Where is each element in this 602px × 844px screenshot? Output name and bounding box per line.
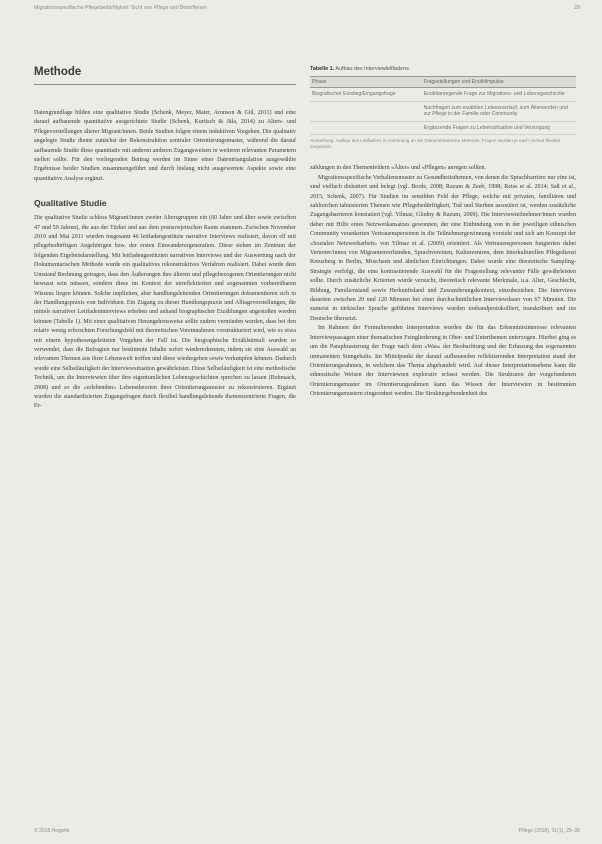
- left-column: [34, 66, 296, 412]
- intro-paragraph: [34, 109, 296, 184]
- table-header-phase: Phase: [310, 77, 422, 88]
- intro-text: Datengrundlage bilden eine qualitative Studie (Schenk, Meyer, Maier, Aronson & Gül, 2011) und eine darauf aufbauende quantitative ausgerichtete Studie (Schenk, Kurtisch & Jäla, 2014) zu Alters- und Pflegevorstellungen älterer Migrant/innen. Beide Studien folgen einem induktiven Vorgehen. Die qualitativ angelegte Studie diente zunächst der Rekonstruktion zentraler Orientierungsmuster, während die darauf aufbauende Studie diese quantitativ mit anderen anderen Zugangsweisen in weiteren relevanten Parametern stellen sollte. Für den vorliegenden Beitrag werden im Sinne einer Datentriangulation ausgewählte Ergebnisse beider Studien zusammengeführt und durch bislang nicht ausgewertete Aspekte sowie eine quantitative Analyse ergänzt.: [34, 110, 296, 182]
- table-header-content: Fragestellungen und Erzählimpulse: [422, 77, 576, 88]
- table-row: [310, 101, 576, 121]
- table-caption-label: Tabelle 1.: [310, 66, 335, 72]
- interview-guide-table: [310, 76, 576, 135]
- table-row: [310, 121, 576, 135]
- page-footer: [34, 828, 580, 838]
- page-number: 29: [574, 5, 580, 11]
- table-cell-content: Erzählanregende Frage zur Migrations- und Lebensgeschichte: [422, 88, 576, 102]
- table-cell-phase: [310, 101, 422, 121]
- footer-citation: Pflege (2018), 31(1), 25–36: [518, 828, 580, 834]
- table-row: [310, 88, 576, 102]
- table-cell-content: Nachfragen zum erzählten Lebensverlauf, zum Älterwerden und zur Pflege in der Familie oder Community: [422, 101, 576, 121]
- right-column: [310, 66, 576, 400]
- body-paragraph: Im Rahmen der Formulierenden Interpretation wurden die für das Erkenntnisinteresse relevanten Interviewpassagen einer thematischen Feingliederung in Ober- und Unterthemen unterzogen. Hierbei ging es um die Paraphrasierung der Frage nach dem «Was» der Beobachtung und der Erfassung des sogenannten immanenten Sinngehalts. Im Mittelpunkt der darauf aufbauenden reflektierenden Interpretation stand der Orientierungsrahmen, in welchem das Thema abgehandelt wird. Auf dieser Interpretationsebene kann die ethnostische Weisen der Interviewten explorativ erfasst werden. Die Strukturen der vorgefundenen Orientierungsmuster im Orientierungsrahmen kann das Wissen der Interviewten in bestimmten Orientierungsmustern eingeordnet werden. Die Strukturgebundenheit des: [310, 325, 576, 398]
- table-cell-phase: Biografischer Einstieg/Eingangsfrage: [310, 88, 422, 102]
- footer-copyright: © 2018 Hogrefe: [34, 828, 70, 834]
- table-cell-content: Ergänzende Fragen zu Lebenssituation und Versorgung: [422, 121, 576, 135]
- body-paragraph: zählungen in den Themenfeldern «Älter» und «Pflegen» anregen sollten.: [310, 165, 487, 172]
- body-paragraph: Migrationsspezifische Verhaltensmuster zu Gesundheitsthemen, von denen die Sprachbarriere nur eine ist, sind vielfach diskutiert und belegt (vgl. Borde, 2008; Razum & Zeeb, 1998; Reiss et al. 2014; Saß et al., 2015; Schenk, 2007). Für Studien im sensiblen Feld der Pflege, welche mit privaten, familiären und zahlreichen tabuisierten Themen wie Pflegebedürftigkeit, Tod und Sterben assoziiert ist, werden zusätzliche Zugangsbarrieren konstatiert (vgl. Yilmaz, Glodny & Razum, 2009). Die Interviewteilnehmer/innen wurden daher mit Hilfe eines Netzwerkansatzes gewonnen, der eine Einbindung von in der jeweiligen ethnischen Community verankerten Vertrauenspersonen in die Teilnehmergewinnung vorsieht und sich am Konzept der «Sozialen Netzwerkarbeit» von Yilmaz et al. (2009) orientiert. Als Vertrauenspersonen fungierten dabei Vertreter/innen von Migrantenverbänden, Sprachvereinen, Kulturzentren, dem Interkulturellen Pflegedienst Kreuzberg in Berlin, Moscheen und ähnlichen Einrichtungen. Dabei wurde eine theoretische Sampling-Strategie verfolgt, die eine kontrastierende Auswahl für die Fragestellung relevanter Fälle gewährleisten sollte. Durch zusätzliche Kriterien wurde versucht, theoretisch relevante Merkmale, u.a. Alter, Geschlecht, Bildung, Familienstand sowie Herkunftsland und Zuwanderungskontext, einzubeziehen. Die Interviews dauerten zwischen 20 und 120 Minuten bei einer durchschnittlichen Interviewdauer von 67 Minuten. Die zumeist in türkischer Sprache geführten Interviews wurden tonbandprotokolliert, transkribiert und ins Deutsche übersetzt.: [310, 174, 576, 322]
- qualitative-body: [34, 214, 296, 412]
- body-paragraph: Die qualitative Studie schloss Migrant/innen zweier Altersgruppen ein (60 Jahre und älter sowie zwischen 47 und 59 Jahren), die aus der Türkei und aus dem postsowjetischen Raum stammen. Zwischen November 2010 und Mai 2011 wurden insgesamt 46 leitfadengestützte narrative Interviews realisiert, davon elf mit pflegebedürftigen Angehörigen bzw. der ersten Einwanderergeneration. Diese stehen im Zentrum der folgenden Ergebnisdarstellung. Mit leitfadengestützten narrativen Interviews und der Auswertung nach der Dokumentarischen Methode wurde ein qualitatives rekonstruktives Verfahren realisiert. Dabei wurde dem Umstand Rechnung getragen, dass den Äußerungen ihre älteren und pflegebezogenen Orientierungen nicht bewusst sein müssen, sondern diese im Kontext der unreflektierten und sogenannten vorbereitbaren Wissens liegen können. Solche impliziten, aber handlungsleitenden Orientierungen dokumentieren sich in der Handlungspraxis von Individuen. Ein Zugang zu dieser Handlungspraxis und Alltagsvorstellungen, die mittels narrativer Leitfadeninterviews erhoben und anhand biographischer Erzählungen angestoßen werden können (Tabelle 1). Mit einer qualitativen Herangehensweise sollte zudem vermieden werden, dass bei den relativ wenig erforschten Forschungsfeld mit theoretischen Voreinnahmen vorstrukturiert wird, wie es etwa mit einem hypothesengeleiteten Vorgehen der Fall ist. Die biographische Erzählstimuli wurden so verwendet, dass die Befragten nur bestimmte Inhalte sofort wiedererkennen, indem sie eine Auswahl an relevanten Themen aus ihrer Lebenswelt treffen und diese wiedergeben sowie verknüpfen können. Dadurch wurde eine Selbstläufigkeit der Interviewsituation gewährleistet. Diese Selbstläufigkeit ist eine methodische Technik, um die Interviewten über ihre eigentumlichen Lebensgeschichten sprechen zu lassen (Bohnsack, 2008) und so die «erlebenden» Lebenstheorien ihrer Orientierungsmuster zu rekonstruieren. Ergänzt wurden die standardisierten Zugangsfragen durch ​flexibel handlungsleitende themenzentrierte Fragen, die Er-: [34, 215, 296, 410]
- table-note: Anmerkung. Aufbau des Leitfadens in Anlehnung an die Dokumentarische Methode; Fragen wurden je nach Verlauf flexibel eingesetzt.: [310, 138, 561, 150]
- table-caption: [310, 66, 576, 72]
- table-header-row: [310, 77, 576, 88]
- running-head: [34, 5, 580, 15]
- running-head-title: Migrationsspezifische Pflegebedürftigkeit: Sicht von Pflege und Betroffenen: [34, 5, 207, 11]
- table-caption-text: Aufbau des Interviewleitfadens: [335, 66, 409, 72]
- right-body: [310, 164, 576, 399]
- table-cell-phase: [310, 121, 422, 135]
- subsection-heading-qualitative: Qualitative Studie: [34, 198, 107, 209]
- section-heading-methode: Methode: [34, 66, 296, 85]
